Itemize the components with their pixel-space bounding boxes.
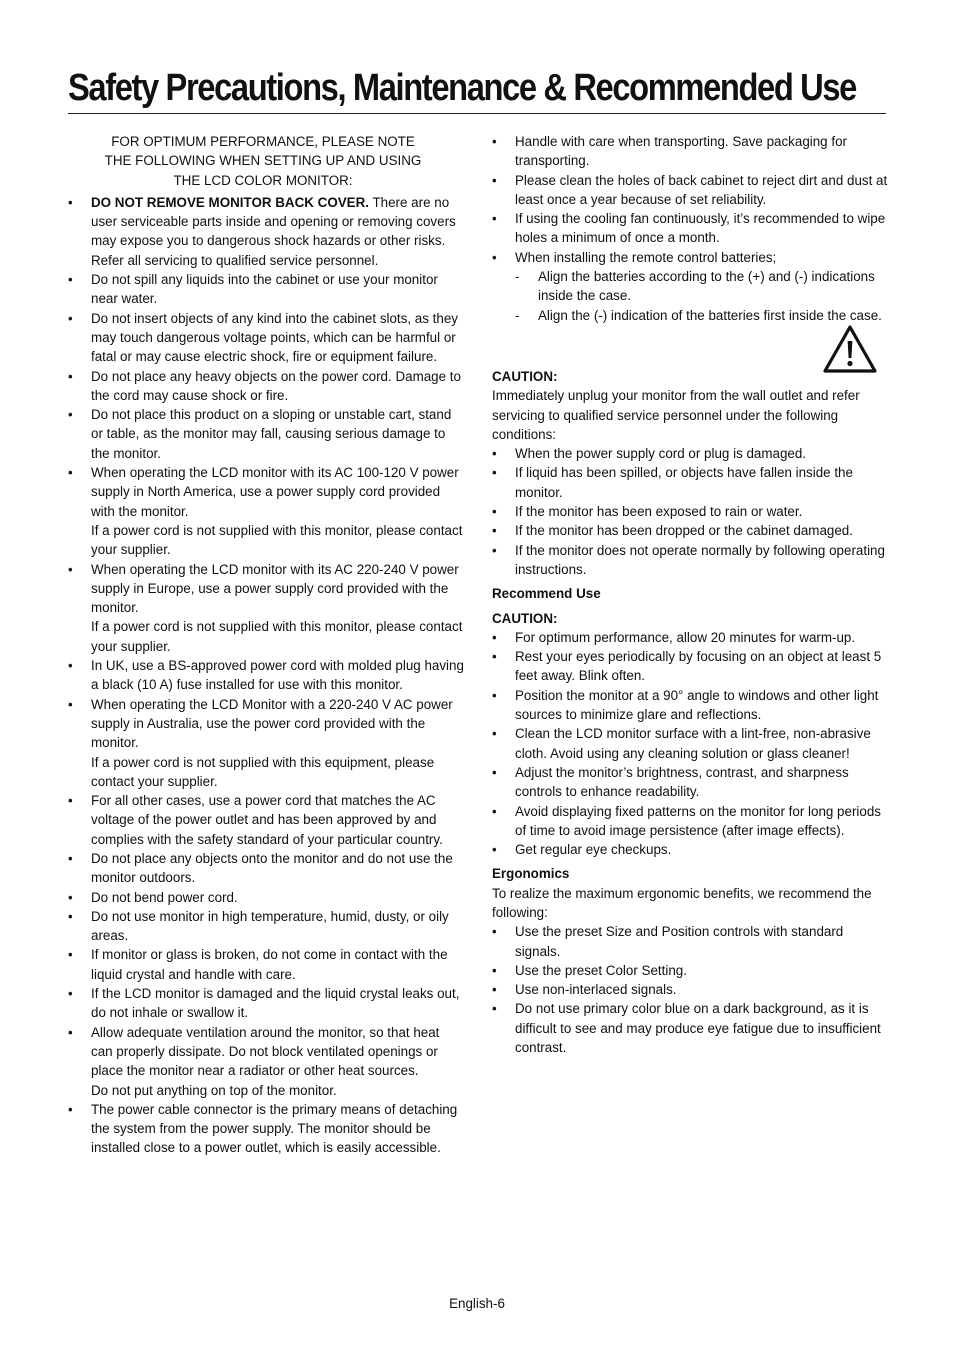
dash-glyph: -	[515, 307, 520, 323]
recommend-use-item	[492, 686, 888, 725]
bullet-glyph: •	[492, 172, 497, 188]
precaution-item	[68, 1023, 464, 1100]
precaution-extra-text: If a power cord is not supplied with this equipment, please contact your supplier.	[91, 754, 435, 789]
precaution-item	[68, 1100, 464, 1158]
intro-line: THE FOLLOWING WHEN SETTING UP AND USING	[104, 153, 422, 169]
list-item-text: Avoid displaying fixed patterns on the monitor for long periods of time to avoid image persistence (after image effects).	[515, 803, 881, 838]
precaution-text: For all other cases, use a power cord that matches the AC voltage of the power outlet and has been approved by and complies with the safety standard of your particular country.	[91, 793, 443, 847]
recommend-use-item	[492, 647, 888, 686]
handling-item	[492, 209, 888, 248]
precaution-extra-text: Do not put anything on top of the monitor.	[91, 1082, 337, 1098]
list-item-text: Use the preset Color Setting.	[515, 962, 687, 978]
precaution-extra-text: Refer all servicing to qualified service personnel.	[91, 252, 379, 268]
precaution-item	[68, 309, 464, 367]
precaution-item	[68, 984, 464, 1023]
precautions-list	[68, 193, 464, 1158]
precaution-bold-text: DO NOT REMOVE MONITOR BACK COVER.	[91, 194, 369, 210]
bullet-glyph: •	[68, 793, 73, 809]
ergonomics-item	[492, 922, 888, 961]
caution-condition-item	[492, 444, 888, 463]
list-item-text: Please clean the holes of back cabinet to reject dirt and dust at least once a year because of set reliability.	[515, 172, 888, 207]
precaution-text: Do not bend power cord.	[91, 889, 238, 905]
precaution-item	[68, 907, 464, 946]
list-item-text: Align the batteries according to the (+) and (-) indications inside the case.	[538, 269, 875, 304]
recommend-use-item	[492, 628, 888, 647]
precaution-text: Do not spill any liquids into the cabinet or use your monitor near water.	[91, 272, 438, 307]
bullet-glyph: •	[492, 842, 497, 858]
precaution-text: Do not insert objects of any kind into the cabinet slots, as they may touch dangerous voltage points, which can be harmful or fatal or may cause electric shock, fire or equipment failure.	[91, 310, 458, 365]
list-item-text: Get regular eye checkups.	[515, 842, 672, 858]
caution-condition-item	[492, 521, 888, 540]
precaution-item	[68, 888, 464, 907]
precaution-item	[68, 405, 464, 463]
bullet-glyph: •	[492, 726, 497, 742]
caution-condition-item	[492, 502, 888, 521]
precaution-text: The power cable connector is the primary means of detaching the system from the power supply. The monitor should be installed close to a power outlet, which is easily accessible.	[91, 1101, 458, 1156]
precaution-text: If monitor or glass is broken, do not come in contact with the liquid crystal and handle with care.	[91, 947, 448, 982]
bullet-glyph: •	[68, 368, 73, 384]
precaution-extra-text: If a power cord is not supplied with this monitor, please contact your supplier.	[91, 522, 463, 558]
bullet-glyph: •	[68, 696, 73, 712]
bullet-glyph: •	[492, 687, 497, 703]
ergonomics-list	[492, 922, 888, 1057]
bullet-glyph: •	[492, 465, 497, 481]
bullet-glyph: •	[492, 982, 497, 998]
caution-conditions-list	[492, 444, 888, 579]
precaution-text: When operating the LCD monitor with its AC 100-120 V power supply in North America, use a power supply cord provided with the monitor.	[91, 465, 459, 519]
caution-section	[492, 367, 888, 579]
precaution-item	[68, 695, 464, 791]
bullet-glyph: •	[492, 764, 497, 780]
precaution-text: In UK, use a BS-approved power cord with molded plug having a black (10 A) fuse installed for use with this monitor.	[91, 658, 464, 693]
handling-item	[492, 132, 888, 171]
precaution-item	[68, 463, 464, 559]
precaution-item	[68, 560, 464, 656]
bullet-glyph: •	[492, 542, 497, 558]
list-item-text: Handle with care when transporting. Save packaging for transporting.	[515, 134, 847, 169]
list-item-text: When installing the remote control batteries;	[515, 249, 777, 265]
intro-note	[68, 132, 464, 190]
precaution-extra-text: If a power cord is not supplied with this monitor, please contact your supplier.	[91, 619, 463, 654]
recommend-use-item	[492, 802, 888, 841]
caution-text: Immediately unplug your monitor from the wall outlet and refer servicing to qualified service personnel under the following conditions:	[492, 388, 860, 442]
bullet-glyph: •	[492, 211, 497, 227]
bullet-glyph: •	[492, 803, 497, 819]
warning-triangle-icon	[822, 324, 878, 374]
list-item-text: Use non-interlaced signals.	[515, 982, 677, 998]
bullet-glyph: •	[68, 310, 73, 326]
intro-line: THE LCD COLOR MONITOR:	[173, 172, 353, 188]
precaution-text: When operating the LCD Monitor with a 220-240 V AC power supply in Australia, use the power cord provided with the monitor.	[91, 696, 453, 751]
bullet-glyph: •	[68, 1024, 73, 1040]
bullet-glyph: •	[68, 465, 73, 481]
precaution-text: Do not place any objects onto the monitor and do not use the monitor outdoors.	[91, 850, 453, 886]
handling-item	[492, 171, 888, 210]
precaution-text: Allow adequate ventilation around the monitor, so that heat can properly dissipate. Do not block ventilated openings or place the monitor near a radiator or other heat sources.	[91, 1024, 440, 1079]
precaution-item	[68, 791, 464, 849]
list-item-text: Align the (-) indication of the batteries first inside the case.	[538, 307, 882, 323]
bullet-glyph: •	[68, 407, 73, 423]
list-item-text: If the monitor has been exposed to rain or water.	[515, 504, 803, 520]
bullet-glyph: •	[492, 523, 497, 539]
bullet-glyph: •	[68, 889, 73, 905]
list-item-text: Adjust the monitor’s brightness, contrast, and sharpness controls to enhance readability.	[515, 764, 849, 800]
ergonomics-text: To realize the maximum ergonomic benefits, we recommend the following:	[492, 885, 872, 920]
list-item-text: If the monitor has been dropped or the cabinet damaged.	[515, 523, 853, 539]
precaution-item	[68, 849, 464, 888]
battery-sublist	[492, 267, 888, 325]
bullet-glyph: •	[492, 924, 497, 940]
precaution-text: If the LCD monitor is damaged and the liquid crystal leaks out, do not inhale or swallow it.	[91, 986, 460, 1021]
intro-line: FOR OPTIMUM PERFORMANCE, PLEASE NOTE	[111, 134, 415, 149]
recommend-caution-heading: CAUTION:	[492, 610, 558, 626]
recommend-use-item	[492, 724, 888, 763]
bullet-glyph: •	[68, 986, 73, 1002]
bullet-glyph: •	[68, 1101, 73, 1117]
bullet-glyph: •	[492, 962, 497, 978]
bullet-glyph: •	[68, 561, 73, 577]
list-item-text: For optimum performance, allow 20 minutes for warm-up.	[515, 629, 856, 645]
handling-list	[492, 132, 888, 267]
list-item-text: Do not use primary color blue on a dark background, as it is difficult to see and may produce eye fatigue due to insufficient contrast.	[515, 1001, 881, 1056]
bullet-glyph: •	[492, 249, 497, 265]
bullet-glyph: •	[492, 1001, 497, 1017]
bullet-glyph: •	[492, 504, 497, 520]
list-item-text: If liquid has been spilled, or objects have fallen inside the monitor.	[515, 465, 853, 500]
ergonomics-item	[492, 999, 888, 1057]
list-item-text: Clean the LCD monitor surface with a lint-free, non-abrasive cloth. Avoid using any cleaning solution or glass cleaner!	[515, 726, 871, 761]
list-item-text: If using the cooling fan continuously, it’s recommended to wipe holes a minimum of once a month.	[515, 211, 886, 246]
recommend-use-item	[492, 840, 888, 859]
title-rule	[68, 113, 886, 114]
precaution-text: When operating the LCD monitor with its AC 220-240 V power supply in Europe, use a power supply cord provided with the monitor.	[91, 561, 459, 616]
caution-condition-item	[492, 541, 888, 580]
battery-subitem	[515, 306, 888, 325]
bullet-glyph: •	[68, 908, 73, 924]
battery-subitem	[515, 267, 888, 306]
precaution-item	[68, 945, 464, 984]
precaution-text: Do not place any heavy objects on the power cord. Damage to the cord may cause shock or fire.	[91, 368, 461, 403]
recommend-use-heading: Recommend Use	[492, 586, 601, 602]
right-column	[492, 132, 888, 1057]
bullet-glyph: •	[492, 446, 497, 462]
bullet-glyph: •	[68, 850, 73, 866]
ergonomics-item	[492, 980, 888, 999]
list-item-text: Position the monitor at a 90° angle to windows and other light sources to minimize glare and reflections.	[515, 687, 879, 723]
bullet-glyph: •	[68, 658, 73, 674]
bullet-glyph: •	[492, 134, 497, 149]
page-title: Safety Precautions, Maintenance & Recommended Use	[68, 67, 856, 109]
recommend-use-item	[492, 763, 888, 802]
recommend-use-list	[492, 628, 888, 860]
list-item-text: When the power supply cord or plug is damaged.	[515, 446, 807, 462]
caution-condition-item	[492, 463, 888, 502]
precaution-item	[68, 270, 464, 309]
precaution-text: Do not use monitor in high temperature, humid, dusty, or oily areas.	[91, 908, 449, 944]
ergonomics-item	[492, 961, 888, 980]
handling-item	[492, 248, 888, 267]
left-column	[68, 132, 464, 1158]
ergonomics-heading: Ergonomics	[492, 866, 570, 882]
precaution-item	[68, 367, 464, 406]
list-item-text: Use the preset Size and Position controls with standard signals.	[515, 924, 844, 959]
list-item-text: Rest your eyes periodically by focusing on an object at least 5 feet away. Blink often.	[515, 649, 882, 684]
dash-glyph: -	[515, 269, 520, 285]
page-footer: English-6	[449, 1296, 505, 1311]
precaution-item	[68, 193, 464, 270]
caution-heading: CAUTION:	[492, 368, 558, 384]
bullet-glyph: •	[68, 947, 73, 963]
bullet-glyph: •	[68, 194, 73, 210]
precaution-text: There are no user serviceable parts inside and opening or removing covers may expose you to dangerous shock hazards or other risks.	[91, 194, 456, 249]
bullet-glyph: •	[68, 272, 73, 288]
precaution-text: Do not place this product on a sloping or unstable cart, stand or table, as the monitor may fall, causing serious damage to the monitor.	[91, 407, 452, 461]
list-item-text: If the monitor does not operate normally by following operating instructions.	[515, 542, 885, 577]
precaution-item	[68, 656, 464, 695]
bullet-glyph: •	[492, 629, 497, 645]
bullet-glyph: •	[492, 649, 497, 665]
